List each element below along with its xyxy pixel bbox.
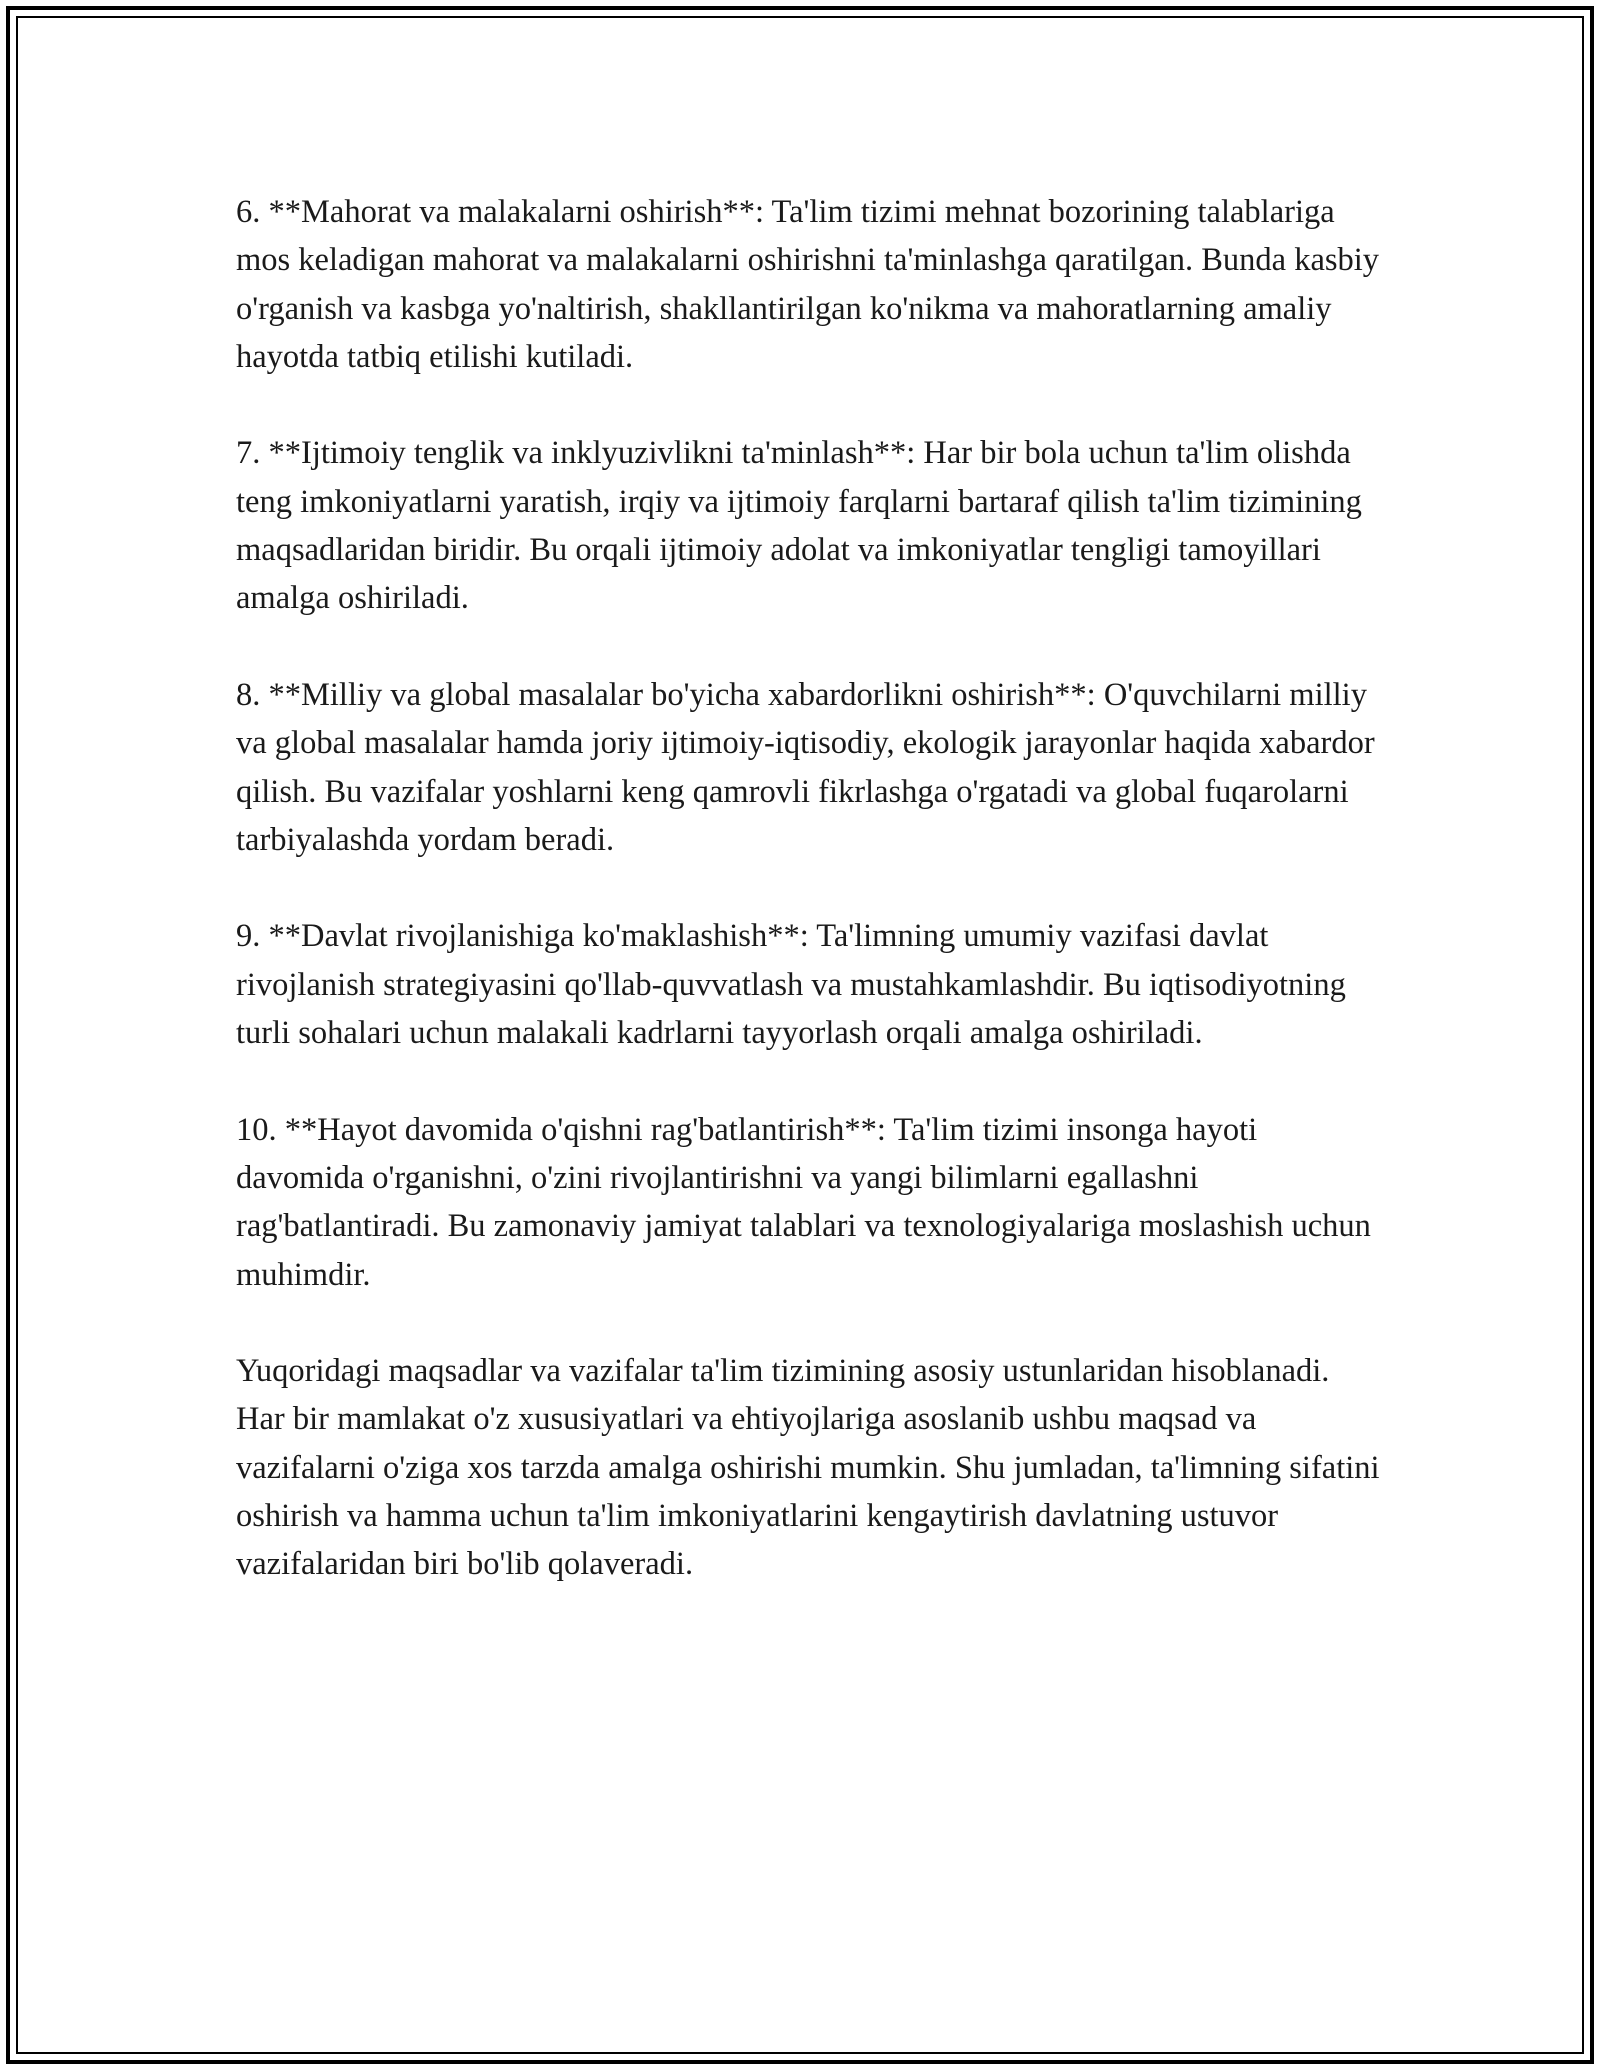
paragraph-conclusion: Yuqoridagi maqsadlar va vazifalar ta'lim tizimining asosiy ustunlaridan hisoblanadi. Har bir mamlakat o'z xususiyatlari va ehtiyojlariga asoslanib ushbu maqsad va vazifalarni o'ziga xos tarzda amalga oshirishi mumkin. Shu jumladan, ta'limning sifatini oshirish va hamma uchun ta'lim imkoniyatlarini kengaytirish davlatning ustuvor vazifalaridan biri bo'lib qolaveradi. xyxy=(236,1353,1380,1583)
paragraph-item-6: 6. **Mahorat va malakalarni oshirish**: Ta'lim tizimi mehnat bozorining talablariga mos keladigan mahorat va malakalarni oshirishni ta'minlashga qaratilgan. Bunda kasbiy o'rganish va kasbga yo'naltirish, shakllantirilgan ko'nikma va mahoratlarning amaliy hayotda tatbiq etilishi kutiladi. xyxy=(236,194,1380,375)
paragraph-item-9: 9. **Davlat rivojlanishiga ko'maklashish**: Ta'limning umumiy vazifasi davlat rivojlanish strategiyasini qo'llab-quvvatlash va mustahkamlashdir. Bu iqtisodiyotning turli sohalari uchun malakali kadrlarni tayyorlash orqali amalga oshiriladi. xyxy=(236,918,1346,1052)
paragraph-item-10: 10. **Hayot davomida o'qishni rag'batlantirish**: Ta'lim tizimi insonga hayoti davomida o'rganishni, o'zini rivojlantirishni va yangi bilimlarni egallashni rag'batlantiradi. Bu zamonaviy jamiyat talablari va texnologiyalariga moslashish uchun muhimdir. xyxy=(236,1111,1371,1293)
document-body xyxy=(236,188,1382,1589)
paragraph-item-7: 7. **Ijtimoiy tenglik va inklyuzivlikni ta'minlash**: Har bir bola uchun ta'lim olishda teng imkoniyatlarni yaratish, irqiy va ijtimoiy farqlarni bartaraf qilish ta'lim tizimining maqsadlaridan biridir. Bu orqali ijtimoiy adolat va imkoniyatlar tengligi tamoyillari amalga oshiriladi. xyxy=(236,435,1362,617)
paragraph-item-8: 8. **Milliy va global masalalar bo'yicha xabardorlikni oshirish**: O'quvchilarni milliy va global masalalar hamda joriy ijtimoiy-iqtisodiy, ekologik jarayonlar haqida xabardor qilish. Bu vazifalar yoshlarni keng qamrovli fikrlashga o'rgatadi va global fuqarolarni tarbiyalashda yordam beradi. xyxy=(236,676,1375,858)
